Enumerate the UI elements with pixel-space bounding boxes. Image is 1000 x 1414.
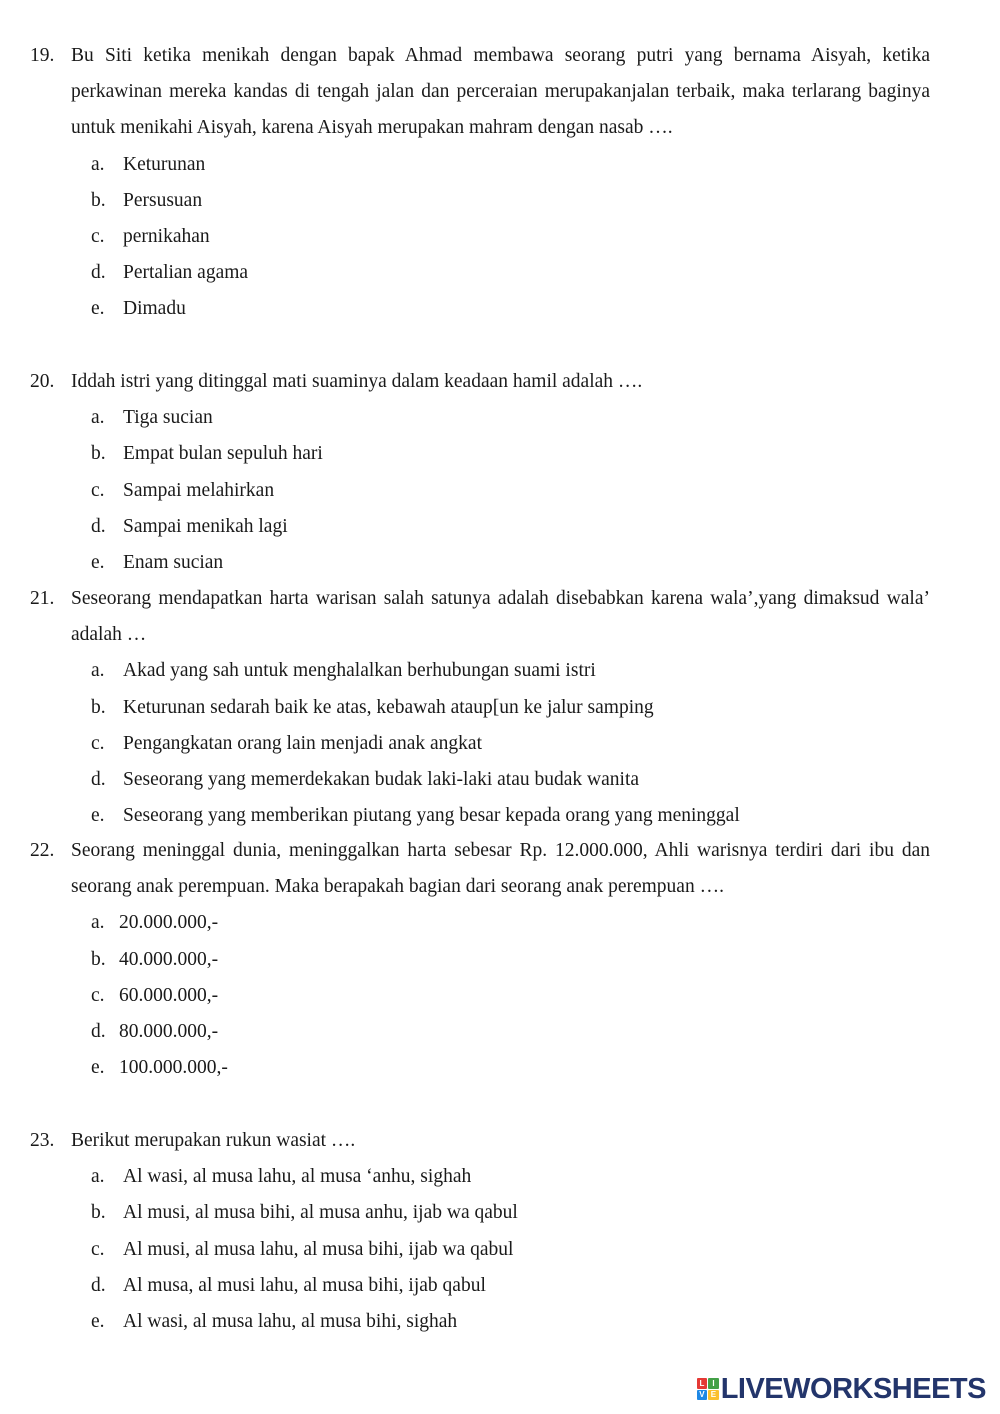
question-21 <box>30 581 930 834</box>
option-text: pernikahan <box>123 225 210 247</box>
logo-tile-v: V <box>697 1390 708 1401</box>
option-letter: d. <box>91 262 106 284</box>
option-letter: b. <box>91 696 106 718</box>
option-text: Al wasi, al musa lahu, al musa ‘anhu, sighah <box>123 1166 472 1188</box>
option-text: 80.000.000,- <box>119 1020 219 1042</box>
answer-option-c[interactable] <box>30 1232 930 1268</box>
answer-option-a[interactable] <box>30 905 930 941</box>
option-letter: b. <box>91 443 106 465</box>
answer-option-c[interactable] <box>30 219 930 255</box>
option-text: Seseorang yang memberikan piutang yang besar kepada orang yang meninggal <box>123 805 740 827</box>
option-text: Keturunan <box>123 153 206 175</box>
question-number: 21. <box>30 588 55 609</box>
question-number: 20. <box>30 371 55 392</box>
option-letter: b. <box>91 189 106 211</box>
option-text: Al musi, al musa lahu, al musa bihi, ijab wa qabul <box>123 1238 514 1260</box>
answer-option-e[interactable] <box>30 1304 930 1340</box>
answer-option-a[interactable] <box>30 653 930 689</box>
option-text: Persusuan <box>123 189 203 211</box>
option-letter: c. <box>91 984 105 1006</box>
answer-option-e[interactable] <box>30 798 930 834</box>
logo-tile-i: I <box>708 1378 719 1389</box>
answer-option-c[interactable] <box>30 473 930 509</box>
answer-option-b[interactable] <box>30 942 930 978</box>
option-text: Empat bulan sepuluh hari <box>123 443 323 465</box>
question-number: 19. <box>30 45 55 66</box>
logo-tile-e: E <box>708 1390 719 1401</box>
answer-option-a[interactable] <box>30 147 930 183</box>
option-letter: e. <box>91 551 105 573</box>
option-letter: e. <box>91 298 105 320</box>
option-text: Enam sucian <box>123 551 224 573</box>
option-text: 40.000.000,- <box>119 948 219 970</box>
question-stem <box>30 581 930 653</box>
question-text: Seseorang mendapatkan harta warisan salah satunya adalah disebabkan karena wala’,yang dimaksud wala’ adalah … <box>71 588 930 646</box>
answer-option-e[interactable] <box>30 545 930 581</box>
option-letter: a. <box>91 1166 105 1188</box>
option-text: Tiga sucian <box>123 407 213 429</box>
answer-option-d[interactable] <box>30 1014 930 1050</box>
option-letter: b. <box>91 1202 106 1224</box>
answer-option-b[interactable] <box>30 1195 930 1231</box>
option-letter: a. <box>91 660 105 682</box>
option-text: 60.000.000,- <box>119 984 219 1006</box>
option-text: Sampai melahirkan <box>123 479 275 501</box>
option-letter: d. <box>91 1274 106 1296</box>
question-stem <box>30 364 930 400</box>
brand-text: LIVEWORKSHEETS <box>720 1372 986 1405</box>
answer-option-b[interactable] <box>30 436 930 472</box>
option-text: Al wasi, al musa lahu, al musa bihi, sighah <box>123 1310 458 1332</box>
option-text: Al musa, al musi lahu, al musa bihi, ijab qabul <box>123 1274 486 1296</box>
answer-option-d[interactable] <box>30 762 930 798</box>
option-letter: d. <box>91 1020 106 1042</box>
answer-option-c[interactable] <box>30 726 930 762</box>
option-letter: b. <box>91 948 106 970</box>
liveworksheets-logo-icon <box>697 1378 719 1400</box>
answer-options <box>30 653 930 834</box>
option-text: Al musi, al musa bihi, al musa anhu, ijab wa qabul <box>123 1202 518 1224</box>
answer-option-b[interactable] <box>30 183 930 219</box>
answer-option-d[interactable] <box>30 1268 930 1304</box>
answer-option-e[interactable] <box>30 291 930 327</box>
answer-option-d[interactable] <box>30 255 930 291</box>
option-letter: d. <box>91 515 106 537</box>
answer-options <box>30 905 930 1086</box>
question-text: Iddah istri yang ditinggal mati suaminya dalam keadaan hamil adalah …. <box>71 371 643 392</box>
question-19 <box>30 38 930 328</box>
option-letter: c. <box>91 479 105 501</box>
question-23 <box>30 1123 930 1340</box>
option-letter: c. <box>91 1238 105 1260</box>
liveworksheets-logo[interactable] <box>697 1374 986 1404</box>
option-text: Pertalian agama <box>123 262 249 284</box>
question-number: 23. <box>30 1130 55 1151</box>
question-stem <box>30 38 930 147</box>
option-letter: e. <box>91 1057 105 1079</box>
answer-option-e[interactable] <box>30 1050 930 1086</box>
question-stem <box>30 1123 930 1159</box>
option-letter: c. <box>91 732 105 754</box>
question-text: Seorang meninggal dunia, meninggalkan harta sebesar Rp. 12.000.000, Ahli warisnya terdiri dari ibu dan seorang anak perempuan. Maka berapakah bagian dari seorang anak perempuan …. <box>71 840 930 898</box>
option-letter: a. <box>91 153 105 175</box>
answer-option-b[interactable] <box>30 690 930 726</box>
question-22 <box>30 833 930 1086</box>
question-20 <box>30 364 930 581</box>
option-text: Keturunan sedarah baik ke atas, kebawah ataup[un ke jalur samping <box>123 696 654 718</box>
option-text: 20.000.000,- <box>119 912 219 934</box>
option-text: Akad yang sah untuk menghalalkan berhubungan suami istri <box>123 660 596 682</box>
option-text: Pengangkatan orang lain menjadi anak angkat <box>123 732 482 754</box>
question-text: Bu Siti ketika menikah dengan bapak Ahmad membawa seorang putri yang bernama Aisyah, ketika perkawinan mereka kandas di tengah jalan dan perceraian merupakanjalan terbaik, maka terlarang baginya untuk menikahi Aisyah, karena Aisyah merupakan mahram dengan nasab …. <box>71 45 930 139</box>
option-text: Dimadu <box>123 298 186 320</box>
answer-option-d[interactable] <box>30 509 930 545</box>
answer-options <box>30 1159 930 1340</box>
option-text: 100.000.000,- <box>119 1057 228 1079</box>
option-letter: c. <box>91 225 105 247</box>
logo-tile-l: L <box>697 1378 708 1389</box>
answer-options <box>30 400 930 581</box>
answer-option-a[interactable] <box>30 1159 930 1195</box>
question-text: Berikut merupakan rukun wasiat …. <box>71 1130 356 1151</box>
option-letter: a. <box>91 407 105 429</box>
option-letter: e. <box>91 1310 105 1332</box>
option-text: Sampai menikah lagi <box>123 515 288 537</box>
answer-options <box>30 147 930 328</box>
option-text: Seseorang yang memerdekakan budak laki-laki atau budak wanita <box>123 768 640 790</box>
answer-option-a[interactable] <box>30 400 930 436</box>
answer-option-c[interactable] <box>30 978 930 1014</box>
option-letter: a. <box>91 912 105 934</box>
question-number: 22. <box>30 840 55 861</box>
option-letter: d. <box>91 768 106 790</box>
option-letter: e. <box>91 805 105 827</box>
question-stem <box>30 833 930 905</box>
